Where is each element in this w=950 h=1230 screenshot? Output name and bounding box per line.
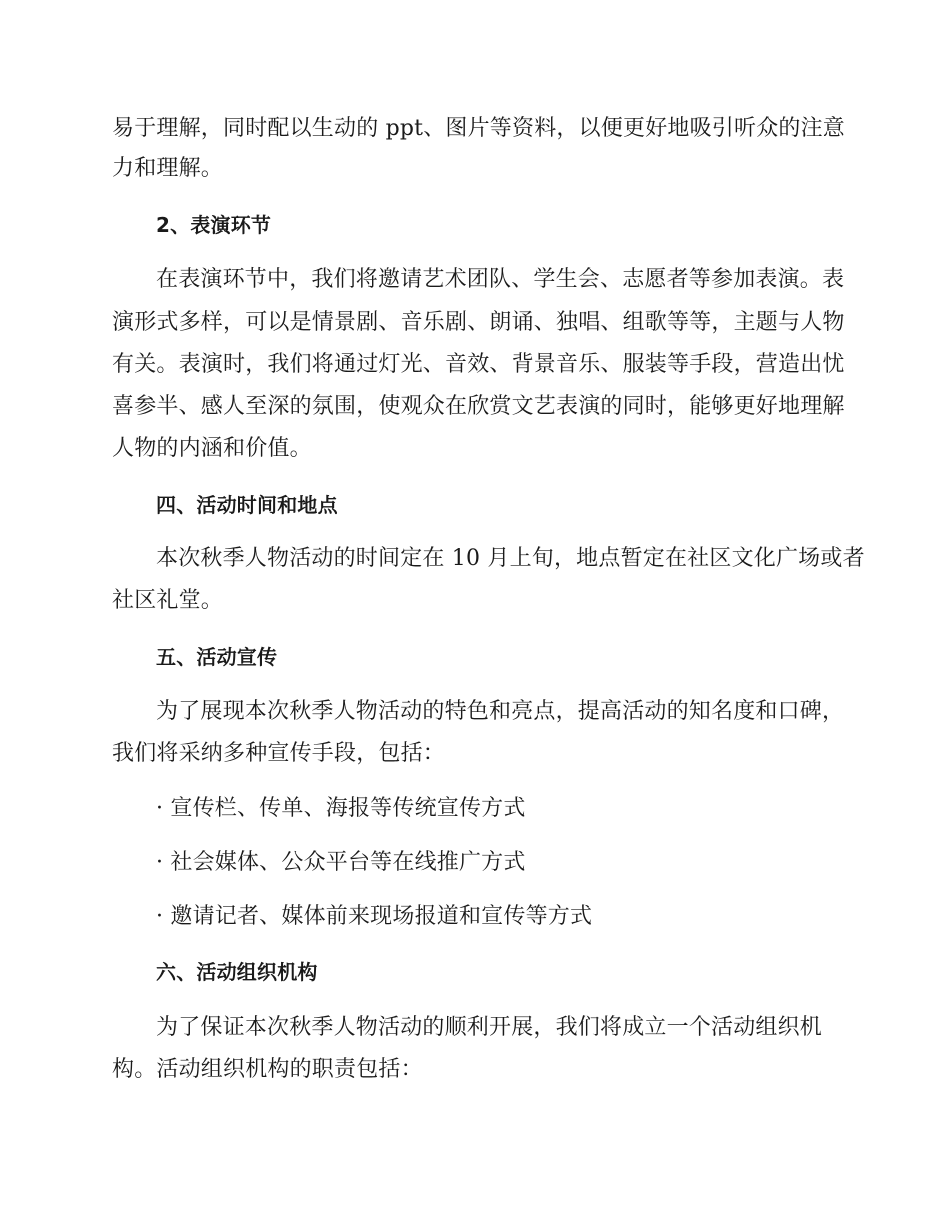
bullet-item: · 宣传栏、传单、海报等传统宣传方式 — [156, 796, 526, 821]
paragraph-line: 有关。表演时，我们将通过灯光、音效、背景音乐、服装等手段，营造出忧 — [112, 352, 845, 377]
paragraph-line: 演形式多样，可以是情景剧、音乐剧、朗诵、独唱、组歌等等，主题与人物 — [112, 310, 845, 335]
paragraph-line: 易于理解，同时配以生动的 ppt、图片等资料，以便更好地吸引听众的注意 — [112, 116, 846, 141]
paragraph-line: 我们将采纳多种宣传手段，包括： — [112, 741, 446, 766]
paragraph-line: 喜参半、感人至深的氛围，使观众在欣赏文艺表演的同时，能够更好地理解 — [112, 394, 845, 419]
section-heading: 五、活动宣传 — [156, 645, 278, 669]
paragraph-line: 在表演环节中，我们将邀请艺术团队、学生会、志愿者等参加表演。表 — [156, 267, 845, 292]
paragraph-line: 力和理解。 — [112, 156, 224, 181]
section-heading: 六、活动组织机构 — [156, 960, 318, 984]
bullet-item: · 社会媒体、公众平台等在线推广方式 — [156, 850, 526, 875]
paragraph-line: 为了展现本次秋季人物活动的特色和亮点，提高活动的知名度和口碑， — [156, 699, 845, 724]
section-heading: 四、活动时间和地点 — [156, 493, 338, 517]
paragraph-line: 人物的内涵和价值。 — [112, 436, 312, 461]
paragraph-line: 社区礼堂。 — [112, 588, 224, 613]
bullet-item: · 邀请记者、媒体前来现场报道和宣传等方式 — [156, 904, 593, 929]
section-heading: 2、表演环节 — [156, 213, 272, 237]
paragraph-line: 为了保证本次秋季人物活动的顺利开展，我们将成立一个活动组织机 — [156, 1015, 823, 1040]
paragraph-line: 本次秋季人物活动的时间定在 10 月上旬，地点暂定在社区文化广场或者 — [156, 546, 865, 571]
paragraph-line: 构。活动组织机构的职责包括： — [112, 1057, 423, 1082]
